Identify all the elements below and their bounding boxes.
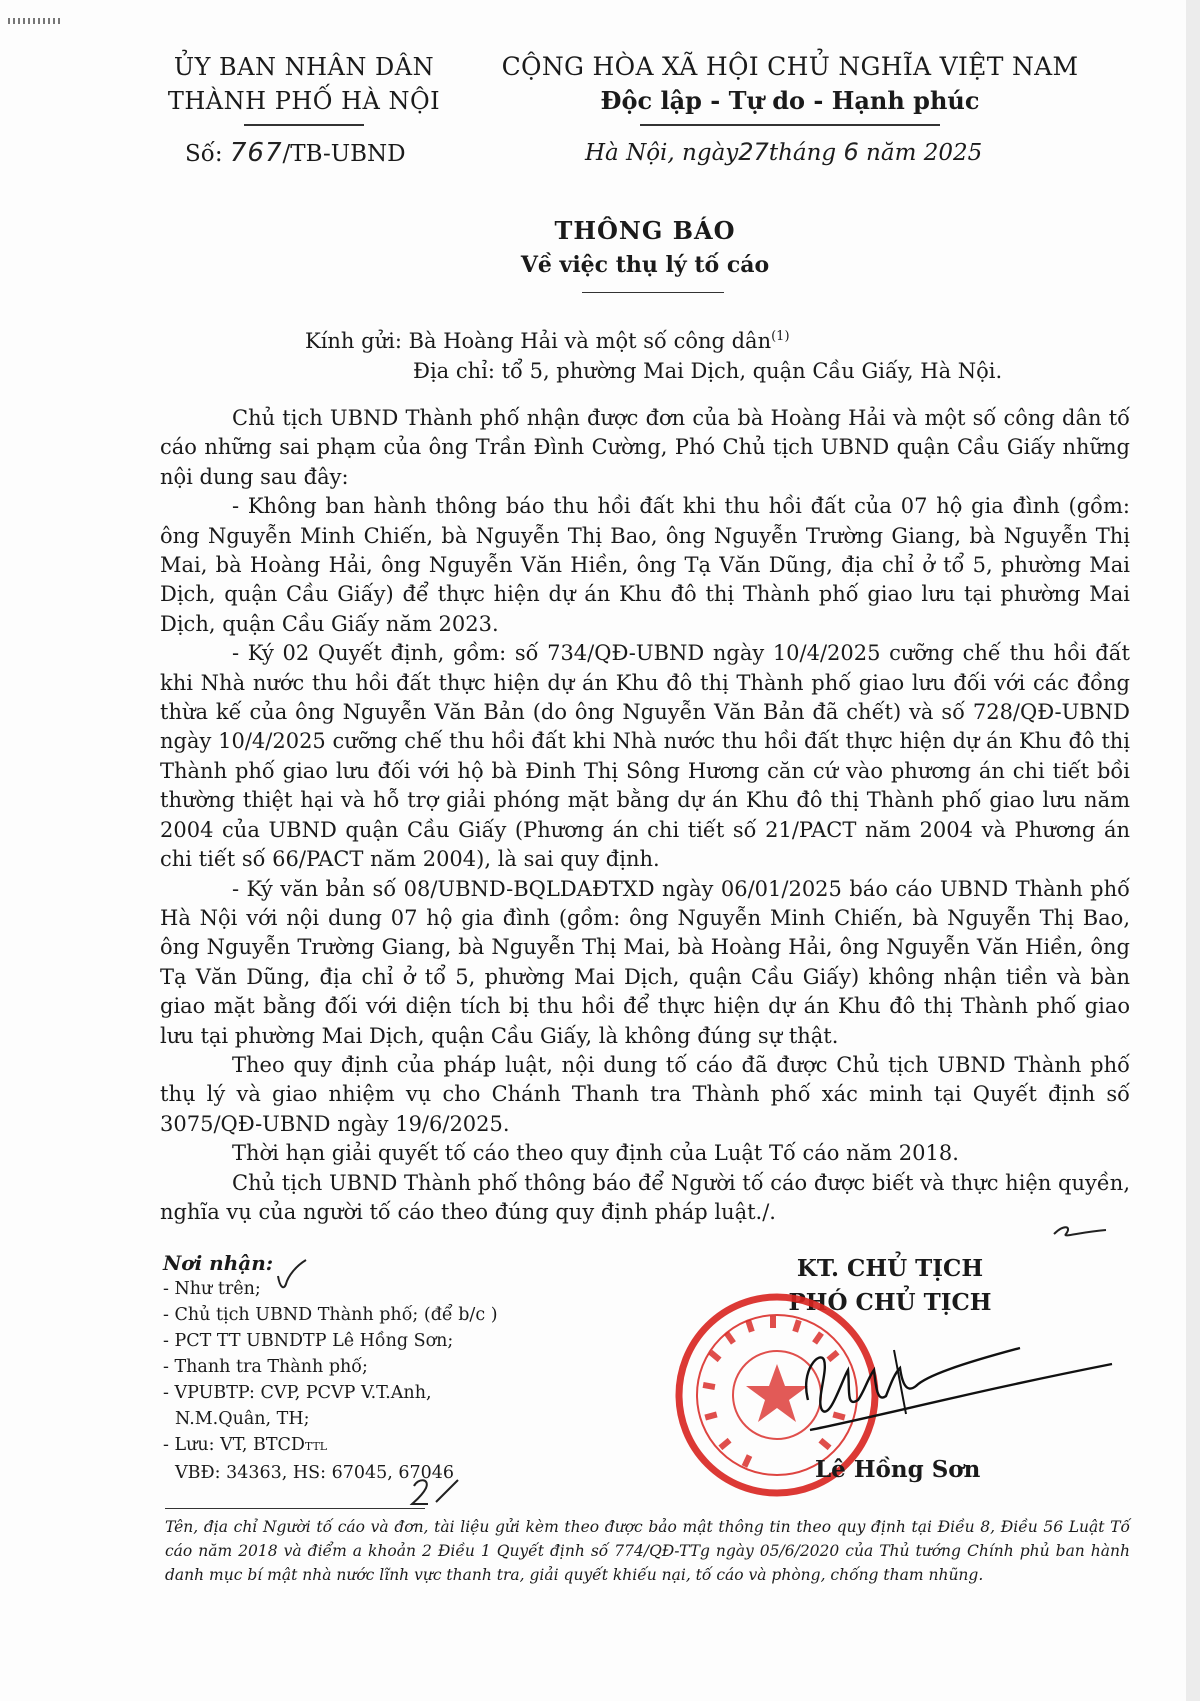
issuer-line1: ỦY BAN NHÂN DÂN bbox=[173, 53, 435, 81]
number-prefix: Số: bbox=[185, 141, 223, 167]
number-suffix: /TB-UBND bbox=[282, 141, 406, 167]
date-month: 6 bbox=[843, 138, 859, 166]
distribution-item: - PCT TT UBNDTP Lê Hồng Sơn; bbox=[163, 1331, 454, 1351]
date-day: 27 bbox=[738, 138, 769, 166]
footnote-text: Tên, địa chỉ Người tố cáo và đơn, tài liệu gửi kèm theo được bảo mật thông tin theo quy định tại Điều 8, Điều 56 Luật Tố cáo năm 2018 và điểm a khoản 2 Điều 1 Quyết định số 774/QĐ-TTg ngày 05/6/2020 của Thủ tướng Chính phủ ban hành danh mục bí mật nhà nước lĩnh vực thanh tra, giải quyết khiếu nại, tố cáo và phòng, chống tham nhũng. bbox=[165, 1518, 1130, 1584]
page-mark bbox=[408, 1476, 468, 1506]
handwritten-signature bbox=[790, 1330, 1120, 1440]
issuer-line2: THÀNH PHỐ HÀ NỘI bbox=[167, 87, 441, 115]
document-number bbox=[185, 138, 406, 168]
body-paragraph-5: Theo quy định của pháp luật, nội dung tố cáo đã được Chủ tịch UBND Thành phố thụ lý và giao nhiệm vụ cho Chánh Thanh tra Thành phố xác minh tại Quyết định số 3075/QĐ-UBND ngày 19/6/2025. bbox=[160, 1052, 1130, 1136]
motto-underline bbox=[640, 124, 940, 126]
document-subtitle: Về việc thụ lý tố cáo bbox=[520, 252, 770, 278]
distribution-item: N.M.Quân, TH; bbox=[175, 1409, 310, 1429]
distribution-list bbox=[163, 1250, 553, 1486]
body-paragraph-2: - Không ban hành thông báo thu hồi đất khi thu hồi đất của 07 hộ gia đình (gồm: ông Nguyễn Minh Chiến, bà Nguyễn Thị Bao, ông Nguyễn Trường Giang, bà Nguyễn Thị Mai, bà Hoàng Hải, ông Nguyễn Văn Hiền, ông Tạ Văn Dũng, địa chỉ ở tổ 5, phường Mai Dịch, quận Cầu Giấy) để thực hiện dự án Khu đô thị Thành phố giao lưu tại phường Mai Dịch, quận Cầu Giấy năm 2023. bbox=[160, 494, 1130, 636]
distribution-item: VBĐ: 34363, HS: 67045, 67046 bbox=[175, 1463, 455, 1483]
archive-text: - Lưu: VT, BTCD bbox=[163, 1435, 305, 1455]
body-paragraph-7: Chủ tịch UBND Thành phố thông báo để Người tố cáo được biết và thực hiện quyền, nghĩa vụ của người tố cáo theo đúng quy định pháp luật./. bbox=[160, 1170, 1130, 1224]
date-prefix: Hà Nội, ngày bbox=[585, 140, 739, 166]
distribution-item: - Chủ tịch UBND Thành phố; (để b/c ) bbox=[163, 1305, 498, 1325]
handwritten-tick bbox=[272, 1258, 312, 1298]
issuer-header bbox=[148, 50, 460, 126]
recipient-address: Địa chỉ: tổ 5, phường Mai Dịch, quận Cầu Giấy, Hà Nội. bbox=[413, 359, 1003, 383]
recipient-line bbox=[305, 322, 1002, 356]
initial-mark bbox=[1050, 1222, 1110, 1242]
distribution-item: - Như trên; bbox=[163, 1279, 261, 1299]
recipient-text: Kính gửi: Bà Hoàng Hải và một số công dân bbox=[305, 329, 772, 353]
body-paragraph-1: Chủ tịch UBND Thành phố nhận được đơn của bà Hoàng Hải và một số công dân tố cáo những sai phạm của ông Trần Đình Cường, Phó Chủ tịch UBND quận Cầu Giấy những nội dung sau đây: bbox=[160, 406, 1130, 489]
footnote-separator bbox=[165, 1508, 425, 1509]
recipient-block bbox=[305, 322, 1002, 386]
document-title: THÔNG BÁO bbox=[554, 216, 736, 245]
document-date bbox=[585, 138, 982, 166]
date-suffix: năm 2025 bbox=[866, 140, 983, 166]
recipient-footnote-ref: (1) bbox=[771, 329, 790, 344]
national-title: CỘNG HÒA XÃ HỘI CHỦ NGHĨA VIỆT NAM bbox=[501, 52, 1079, 81]
document-body bbox=[160, 404, 1130, 1227]
body-paragraph-6: Thời hạn giải quyết tố cáo theo quy định của Luật Tố cáo năm 2018. bbox=[232, 1141, 959, 1166]
body-paragraph-4: - Ký văn bản số 08/UBND-BQLDAĐTXD ngày 06/01/2025 báo cáo UBND Thành phố Hà Nội với nội dung 07 hộ gia đình (gồm: ông Nguyễn Minh Chiến, bà Nguyễn Thị Bao, ông Nguyễn Trường Giang, bà Nguyễn Thị Mai, bà Hoàng Hải, ông Nguyễn Văn Hiền, ông Tạ Văn Dũng, địa chỉ ở tổ 5, phường Mai Dịch, quận Cầu Giấy) không nhận tiền và bàn giao mặt bằng đối với diện tích bị thu hồi để thực hiện dự án Khu đô thị Thành phố giao lưu tại phường Mai Dịch, quận Cầu Giấy, là không đúng sự thật. bbox=[160, 876, 1130, 1048]
archive-subscript: TTL bbox=[304, 1440, 328, 1453]
signature-position: PHÓ CHỦ TỊCH bbox=[788, 1289, 992, 1316]
distribution-heading: Nơi nhận: bbox=[163, 1251, 274, 1275]
body-paragraph-3: - Ký 02 Quyết định, gồm: số 734/QĐ-UBND ngày 10/4/2025 cưỡng chế thu hồi đất khi Nhà nước thu hồi đất thực hiện dự án Khu đô thị Thành phố giao lưu đối với các đồng thừa kế của ông Nguyễn Văn Bản (do ông Nguyễn Văn Bản đã chết) và số 728/QĐ-UBND ngày 10/4/2025 cưỡng chế thu hồi đất khi Nhà nước thu hồi đất thực hiện dự án Khu đô thị Thành phố giao lưu đối với hộ bà Đinh Thị Sông Hương căn cứ vào phương án chi tiết bồi thường thiệt hại và hỗ trợ giải phóng mặt bằng dự án Khu đô thị Thành phố giao lưu năm 2004 của UBND quận Cầu Giấy (Phương án chi tiết số 21/PACT năm 2004 và Phương án chi tiết số 66/PACT năm 2004), là sai quy định. bbox=[160, 641, 1130, 872]
distribution-item: - Thanh tra Thành phố; bbox=[163, 1357, 368, 1377]
signature-authority: KT. CHỦ TỊCH bbox=[796, 1255, 984, 1282]
number-handwritten: 767 bbox=[229, 138, 283, 168]
distribution-item-archive bbox=[163, 1432, 553, 1460]
issuer-underline bbox=[244, 124, 364, 126]
date-mid: tháng bbox=[768, 140, 837, 166]
title-underline bbox=[582, 292, 724, 293]
scan-mark bbox=[8, 18, 60, 24]
signer-name: Lê Hồng Sơn bbox=[815, 1456, 981, 1483]
national-motto: Độc lập - Tự do - Hạnh phúc bbox=[600, 86, 980, 115]
distribution-item: - VPUBTP: CVP, PCVP V.T.Anh, bbox=[163, 1383, 432, 1403]
national-header bbox=[470, 50, 1110, 126]
